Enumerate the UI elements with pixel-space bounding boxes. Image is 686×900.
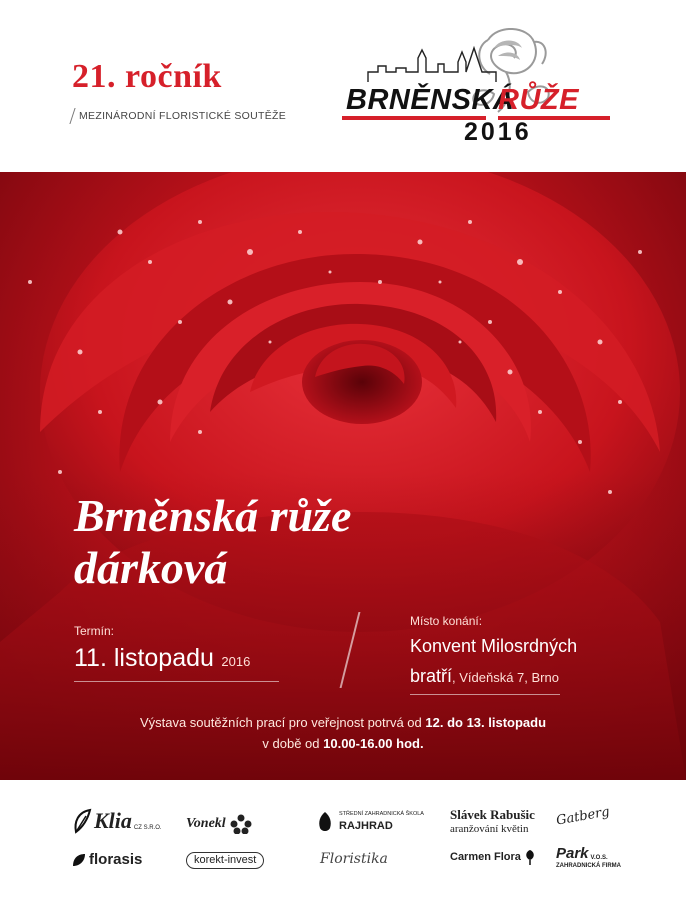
sponsor-rajhrad-text (339, 812, 424, 832)
sponsor-carmen-flora (450, 848, 537, 866)
header (0, 0, 686, 172)
event-date: 11. listopadu (74, 644, 214, 672)
sponsors-bar (0, 780, 686, 900)
exhibition-mid: do (443, 715, 467, 730)
sponsor-gatberg-name: Gatberg (555, 804, 611, 829)
logo-word-brnenska: BRNĚNSKÁ (346, 84, 515, 116)
edition-title: 21. ročník (72, 58, 222, 95)
sponsor-park-row (556, 846, 608, 861)
hero-title-line2: dárková (74, 542, 228, 593)
sponsor-vonekl (186, 814, 252, 834)
sponsor-rajhrad-name: RAJHRAD (339, 819, 393, 832)
sponsor-rajhrad-sub: STŘEDNÍ ZAHRADNICKÁ ŠKOLA (339, 811, 424, 818)
sponsor-park (556, 846, 621, 869)
date-block (74, 624, 279, 682)
venue-name-bratri: bratří (410, 666, 453, 686)
venue-underline (410, 694, 560, 695)
sponsor-gatberg (555, 804, 611, 829)
hero-title-line1: Brněnská růže (74, 490, 352, 541)
event-year: 2016 (221, 654, 251, 669)
edition-subtitle-row (72, 108, 286, 124)
brno-skyline-icon (368, 48, 496, 82)
venue-block (410, 614, 577, 695)
sponsor-rabusic (450, 808, 535, 835)
brnenska-ruze-logo (338, 22, 628, 152)
venue-label: Místo konání: (410, 614, 483, 628)
exhibition-note (0, 712, 686, 754)
date-label: Termín: (74, 624, 115, 638)
venue-name-line2 (410, 664, 577, 690)
sponsor-carmen-flora-name: Carmen Flora (450, 850, 521, 863)
exhibition-prefix: Výstava soutěžních prací pro veřejnost potrvá od (139, 715, 426, 730)
exhibition-line2 (0, 733, 686, 754)
venue-address: , Vídeňská 7, Brno (452, 670, 559, 685)
exhibition-hours-prefix: v době od (262, 736, 324, 751)
florasis-leaf-icon (72, 853, 86, 867)
sponsor-rajhrad (316, 810, 424, 834)
sponsor-park-sub: ZAHRADNICKÁ FIRMA (556, 863, 621, 869)
vonekl-flower-icon (230, 814, 252, 834)
sponsor-korekt-name: korekt-invest (194, 854, 257, 866)
exhibition-from: 12. (425, 715, 444, 730)
sponsor-park-name: Park (556, 845, 589, 862)
klia-leaf-icon (72, 808, 94, 834)
edition-subtitle: MEZINÁRODNÍ FLORISTICKÉ SOUTĚŽE (79, 110, 287, 122)
rose-photo (0, 172, 686, 780)
sponsor-rabusic-sub: aranžování květin (450, 823, 529, 835)
date-underline (74, 681, 279, 682)
sponsor-klia-name: Klia (94, 808, 132, 833)
sponsor-klia (72, 808, 162, 834)
edition-block (72, 60, 286, 124)
slash-divider (69, 108, 75, 124)
hero-title (74, 490, 351, 594)
sponsor-floristika-name: Floristika (320, 851, 388, 867)
venue-name-line1: Konvent Milosrdných (410, 636, 578, 656)
exhibition-line1 (0, 712, 686, 733)
date-row (74, 644, 279, 673)
rajhrad-emblem-icon (316, 810, 334, 834)
sponsor-park-suffix: V.O.S. (590, 855, 608, 861)
logo-word-ruze: RŮŽE (498, 84, 579, 116)
hero-rose-image (0, 172, 686, 780)
sponsor-florasis (72, 852, 142, 867)
sponsor-rabusic-name: Slávek Rabušic (450, 807, 535, 822)
sponsor-klia-sub: CZ S.R.O. (133, 825, 162, 831)
sponsor-korekt (186, 852, 264, 869)
carmen-flora-icon (523, 848, 537, 866)
exhibition-to: 13. listopadu (466, 715, 547, 730)
exhibition-hours: 10.00-16.00 hod. (323, 736, 424, 751)
sponsor-floristika (320, 852, 388, 866)
sponsor-florasis-name: florasis (89, 851, 143, 868)
logo-year: 2016 (464, 118, 532, 146)
sponsor-vonekl-name: Vonekl (186, 816, 226, 831)
